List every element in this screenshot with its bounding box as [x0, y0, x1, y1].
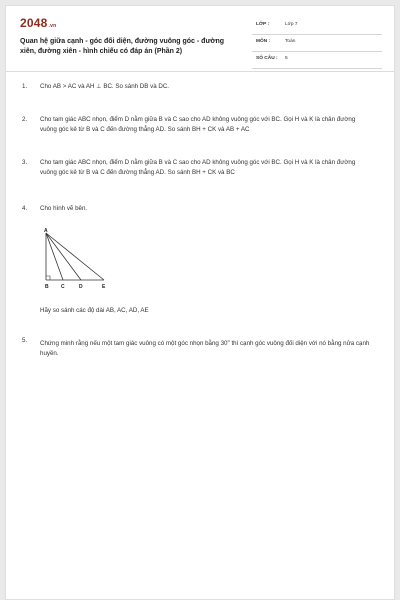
- question-1: [20, 82, 370, 92]
- geometry-figure: [43, 228, 113, 290]
- point-label-b: B: [45, 284, 49, 290]
- meta-value: 5: [285, 56, 288, 61]
- meta-row-class: [252, 18, 382, 35]
- question-text-part: Chứng minh rằng nếu một tam giác vuông có một góc nhọn bằng 30: [40, 340, 228, 348]
- question-3: [20, 158, 370, 177]
- question-5: [20, 336, 370, 358]
- question-4: [20, 204, 370, 214]
- worksheet-title: Quan hệ giữa cạnh - góc đối diện, đường vuông góc - đường xiên, đường xiên - hình chiếu có đáp án (Phần 2): [20, 38, 225, 55]
- site-logo[interactable]: [20, 16, 56, 30]
- meta-label: LỚP :: [256, 22, 270, 27]
- worksheet-page: [5, 5, 395, 600]
- logo-text: 2048: [20, 16, 48, 30]
- question-number: 3.: [22, 159, 28, 166]
- degree-mark: o: [227, 338, 230, 343]
- question-number: 5.: [22, 337, 28, 344]
- point-label-d: D: [79, 284, 83, 290]
- logo-tld: .vn: [48, 23, 57, 29]
- question-text: Cho AB > AC và AH ⊥ BC. So sánh DB và DC.: [40, 83, 170, 90]
- question-number: 1.: [22, 83, 28, 90]
- right-angle-mark: [46, 276, 50, 280]
- meta-value: Toán: [285, 39, 296, 44]
- meta-value: Lớp 7: [285, 22, 298, 27]
- question-text: Cho tam giác ABC nhọn, điểm D nằm giữa B và C sao cho AD không vuông góc với BC. Gọi H và K là chân đường vuông góc kẻ từ B và C đến đường thẳng AD. So sánh BH + CK và AB + AC: [40, 116, 356, 133]
- point-label-c: C: [61, 284, 65, 290]
- question-text: Cho hình vẽ bên.: [40, 205, 88, 212]
- question-text: Cho tam giác ABC nhọn, điểm D nằm giữa B và C sao cho AD không vuông góc với BC. Gọi H và K là chân đường vuông góc kẻ từ B và C đến đường thẳng AD. So sánh BH + CK và BC: [40, 159, 356, 176]
- segment-ad: [46, 233, 81, 280]
- meta-row-subject: [252, 35, 382, 52]
- question-number: 4.: [22, 205, 28, 212]
- point-label-a: A: [44, 228, 48, 234]
- meta-label: SỐ CÂU :: [256, 56, 278, 61]
- question-number: 2.: [22, 116, 28, 123]
- meta-row-count: [252, 52, 382, 69]
- question-text-part: thì cạnh góc vuông đối diện với nó bằng nửa cạnh huyền.: [40, 340, 370, 357]
- header-divider: [6, 71, 394, 72]
- question-text: [40, 336, 370, 358]
- meta-table: [252, 18, 382, 69]
- question-2: [20, 115, 370, 134]
- meta-label: MÔN :: [256, 39, 271, 44]
- question-4-prompt: Hãy so sánh các độ dài AB, AC, AD, AE: [40, 307, 149, 314]
- point-label-e: E: [102, 284, 106, 290]
